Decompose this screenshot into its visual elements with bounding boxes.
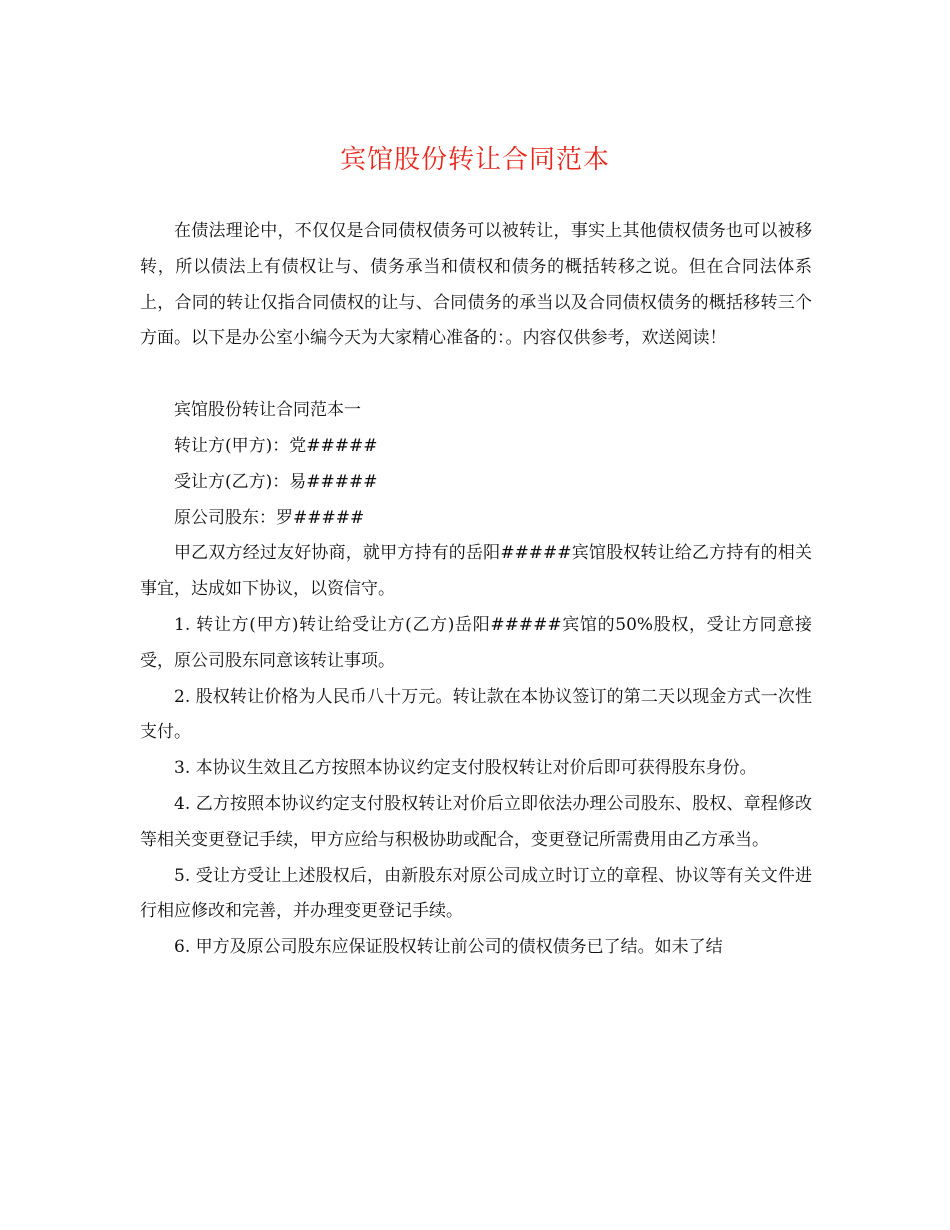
paragraph-spacer xyxy=(140,357,812,393)
party-b-line: 受让方(乙方)：易##### xyxy=(174,471,378,492)
clause-2: 2. 股权转让价格为人民币八十万元。转让款在本协议签订的第二天以现金方式一次性支付。 xyxy=(140,686,812,743)
document-title: 宾馆股份转让合同范本 xyxy=(339,145,610,175)
original-shareholder-line: 原公司股东：罗##### xyxy=(174,507,365,528)
document-body xyxy=(140,214,812,966)
clause-4: 4. 乙方按照本协议约定支付股权转让对价后立即依法办理公司股东、股权、章程修改等相关变更登记手续，甲方应给与积极协助或配合，变更登记所需费用由乙方承当。 xyxy=(140,793,812,850)
party-a-line: 转让方(甲方)：党##### xyxy=(174,435,378,456)
intro-paragraph: 在债法理论中，不仅仅是合同债权债务可以被转让，事实上其他债权债务也可以被移转，所以债法上有债权让与、债务承当和债权和债务的概括转移之说。但在合同法体系上，合同的转让仅指合同债权的让与、合同债务的承当以及合同债权债务的概括移转三个方面。以下是办公室小编今天为大家精心准备的：。内容仅供参考，欢送阅读！ xyxy=(140,221,812,349)
clause-1: 1. 转让方(甲方)转让给受让方(乙方)岳阳#####宾馆的50%股权，受让方同意接受，原公司股东同意该转让事项。 xyxy=(140,614,812,671)
clause-3: 3. 本协议生效且乙方按照本协议约定支付股权转让对价后即可获得股东身份。 xyxy=(174,758,757,779)
clause-5: 5. 受让方受让上述股权后，由新股东对原公司成立时订立的章程、协议等有关文件进行相应修改和完善，并办理变更登记手续。 xyxy=(140,865,812,922)
section-title: 宾馆股份转让合同范本一 xyxy=(174,400,361,421)
preamble-paragraph: 甲乙双方经过友好协商，就甲方持有的岳阳#####宾馆股权转让给乙方持有的相关事宜，达成如下协议，以资信守。 xyxy=(140,543,812,600)
clause-6: 6. 甲方及原公司股东应保证股权转让前公司的债权债务已了结。如未了结 xyxy=(174,937,723,958)
